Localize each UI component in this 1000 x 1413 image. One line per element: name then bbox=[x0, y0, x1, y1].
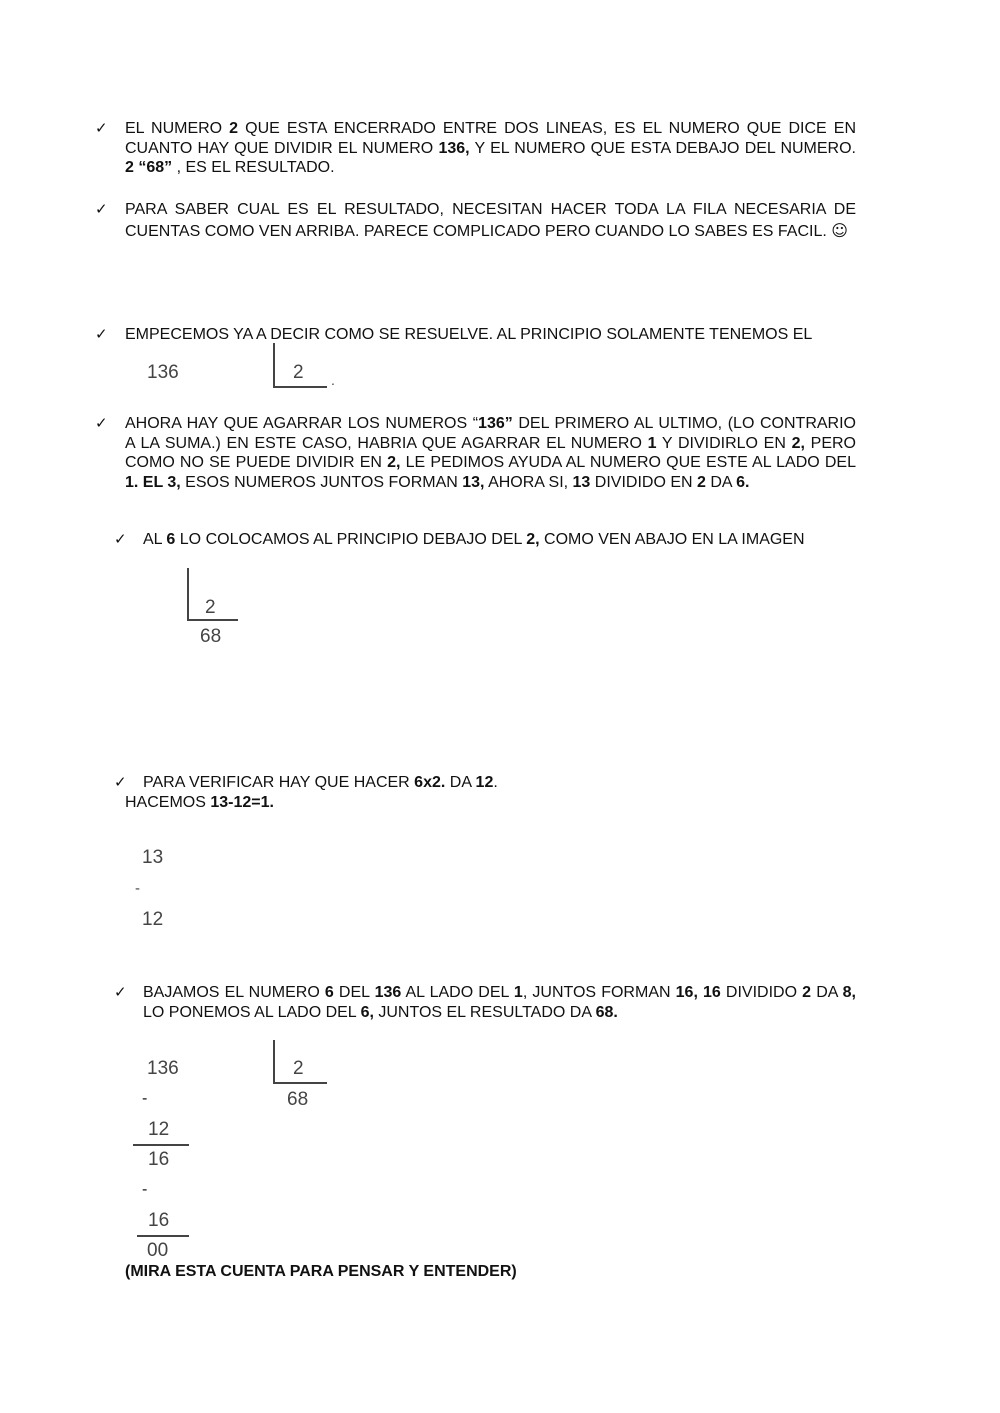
bullet-2-text: PARA SABER CUAL ES EL RESULTADO, NECESITAN HACER TODA LA FILA NECESARIA DE CUENTAS COMO VEN ARRIBA. PARECE COMPLICADO PERO CUANDO LO SABES ES FACIL. ☺ bbox=[125, 201, 856, 240]
subtrahend-1: 12 bbox=[148, 1119, 170, 1140]
remainder-1: 16 bbox=[148, 1149, 170, 1170]
bullet-6-text: PARA VERIFICAR HAY QUE HACER 6x2. DA 12. bbox=[143, 774, 498, 791]
check-icon: ✓ bbox=[95, 414, 108, 432]
bullet-5-text: AL 6 LO COLOCAMOS AL PRINCIPIO DEBAJO DEL 2, COMO VEN ABAJO EN LA IMAGEN bbox=[143, 531, 805, 548]
bullet-1-text: EL NUMERO 2 QUE ESTA ENCERRADO ENTRE DOS LINEAS, ES EL NUMERO QUE DICE EN CUANTO HAY QUE DIVIDIR EL NUMERO 136, Y EL NUMERO QUE ESTA DEBAJO DEL NUMERO. 2 “68” , ES EL RESULTADO. bbox=[125, 120, 856, 176]
minus-sign: - bbox=[135, 880, 140, 897]
check-icon: ✓ bbox=[95, 200, 108, 218]
minus-sign: - bbox=[142, 1090, 148, 1107]
minus-sign: - bbox=[142, 1181, 148, 1198]
subtrahend: 12 bbox=[142, 909, 164, 930]
quotient: 68 bbox=[287, 1089, 309, 1110]
bullet-6-line-2: HACEMOS 13-12=1. bbox=[125, 794, 274, 811]
division-bracket-horizontal bbox=[187, 619, 238, 621]
subtrahend-2: 16 bbox=[148, 1210, 170, 1231]
subtraction-line-1 bbox=[133, 1144, 189, 1146]
check-icon: ✓ bbox=[95, 119, 108, 137]
bullet-3-text: EMPECEMOS YA A DECIR COMO SE RESUELVE. AL PRINCIPIO SOLAMENTE TENEMOS EL bbox=[125, 326, 813, 343]
check-icon: ✓ bbox=[114, 773, 127, 791]
footer-note: (MIRA ESTA CUENTA PARA PENSAR Y ENTENDER) bbox=[125, 1263, 517, 1280]
bullet-7-text: BAJAMOS EL NUMERO 6 DEL 136 AL LADO DEL 1, JUNTOS FORMAN 16, 16 DIVIDIDO 2 DA 8, LO PONEMOS AL LADO DEL 6, JUNTOS EL RESULTADO DA 68. bbox=[143, 984, 856, 1021]
division-bracket-vertical bbox=[187, 568, 189, 621]
subtraction-line-2 bbox=[137, 1235, 189, 1237]
dot: . bbox=[331, 372, 335, 388]
division-bracket-horizontal bbox=[273, 386, 327, 388]
check-icon: ✓ bbox=[114, 530, 127, 548]
minuend: 13 bbox=[142, 847, 164, 868]
dividend: 136 bbox=[147, 1058, 179, 1079]
dividend: 136 bbox=[147, 362, 179, 383]
division-bracket-vertical bbox=[273, 1040, 275, 1084]
division-bracket-horizontal bbox=[273, 1082, 327, 1084]
check-icon: ✓ bbox=[114, 983, 127, 1001]
smiley-icon: ☺ bbox=[831, 220, 848, 240]
bullet-4-text: AHORA HAY QUE AGARRAR LOS NUMEROS “136” DEL PRIMERO AL ULTIMO, (LO CONTRARIO A LA SUMA.) EN ESTE CASO, HABRIA QUE AGARRAR EL NUMERO 1 Y DIVIDIRLO EN 2, PERO COMO NO SE PUEDE DIVIDIR EN 2, LE PEDIMOS AYUDA AL NUMERO QUE ESTE AL LADO DEL 1. EL 3, ESOS NUMEROS JUNTOS FORMAN 13, AHORA SI, 13 DIVIDIDO EN 2 DA 6. bbox=[125, 415, 857, 491]
remainder-2: 00 bbox=[147, 1240, 169, 1261]
divisor: 2 bbox=[293, 362, 304, 383]
divisor: 2 bbox=[205, 597, 216, 618]
divisor: 2 bbox=[293, 1058, 304, 1079]
quotient: 68 bbox=[200, 626, 222, 647]
check-icon: ✓ bbox=[95, 325, 108, 343]
division-bracket-vertical bbox=[273, 343, 275, 388]
